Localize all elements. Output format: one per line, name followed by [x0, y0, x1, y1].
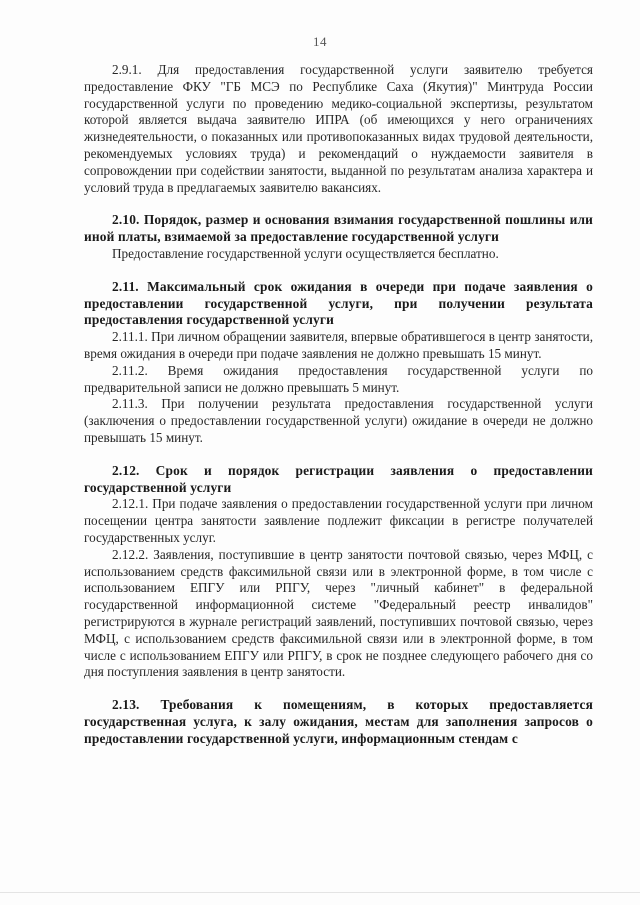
paragraph-2-10: Предоставление государственной услуги осуществляется бесплатно.: [112, 245, 499, 261]
spacer: [84, 681, 593, 697]
paragraph-2-12-2: 2.12.2. Заявления, поступившие в центр занятости почтовой связью, через МФЦ, с использованием средств факсимильной связи или в электронной форме, в том числе с использованием ЕПГУ или РПГУ, через "личный кабинет" в федеральной государственной информационной системе "Федеральный реестр инвалидов" регистрируются в журнале регистраций заявлений, поступивших почтовой связью, через МФЦ, с использованием средств факсимильной связи или в электронной форме, в том числе с использованием ЕПГУ или РПГУ, в срок не позднее следующего рабочего дня со дня поступления заявления в центр занятости.: [84, 546, 593, 680]
spacer: [84, 263, 593, 279]
paragraph-2-11-2: 2.11.2. Время ожидания предоставления государственной услуги по предварительной записи не должно превышать 5 минут.: [84, 362, 593, 395]
section-heading-2-12: 2.12. Срок и порядок регистрации заявления о предоставлении государственной услуги: [84, 462, 593, 495]
document-body: [84, 62, 593, 747]
section-heading-2-11: 2.11. Максимальный срок ожидания в очереди при подаче заявления о предоставлении государственной услуги, при получении результата предоставления государственной услуги: [84, 278, 593, 328]
spacer: [84, 447, 593, 463]
page-number: 14: [313, 34, 327, 49]
paragraph-2-11-1: 2.11.1. При личном обращении заявителя, впервые обратившегося в центр занятости, время ожидания в очереди при подаче заявления не должно превышать 15 минут.: [84, 329, 593, 361]
paragraph-2-11-3: 2.11.3. При получении результата предоставления государственной услуги (заключения о предоставлении государственной услуги) ожидание в очереди не должно превышать 15 минут.: [84, 396, 593, 445]
paragraph-2-12-1: 2.12.1. При подаче заявления о предоставлении государственной услуги при личном посещении центра занятости заявление подлежит фиксации в регистре получателей государственных услуг.: [84, 496, 593, 545]
section-heading-2-13: 2.13. Требования к помещениям, в которых предоставляется государственная услуга, к залу ожидания, местам для заполнения запросов о предоставлении государственной услуги, информационным стендам с: [84, 697, 593, 746]
section-heading-2-10: 2.10. Порядок, размер и основания взимания государственной пошлины или иной платы, взимаемой за предоставление государственной услуги: [84, 212, 593, 245]
paragraph-2-9-1: 2.9.1. Для предоставления государственной услуги заявителю требуется предоставление ФКУ "ГБ МСЭ по Республике Саха (Якутия)" Минтруда России государственной услуги по проведению медико-социальной экспертизы, результатом которой является выдача заявителю ИПРА (об имеющихся у него ограничениях жизнедеятельности, о показанных или противопоказанных видах трудовой деятельности, рекомендуемых условиях труда) и рекомендаций о нуждаемости заявителя в сопровождении при содействии занятости, выданной по результатам анализа характера и условий труда в предлагаемых заявителю вакансиях.: [84, 62, 593, 195]
scan-edge-line: [0, 892, 640, 893]
spacer: [84, 196, 593, 212]
